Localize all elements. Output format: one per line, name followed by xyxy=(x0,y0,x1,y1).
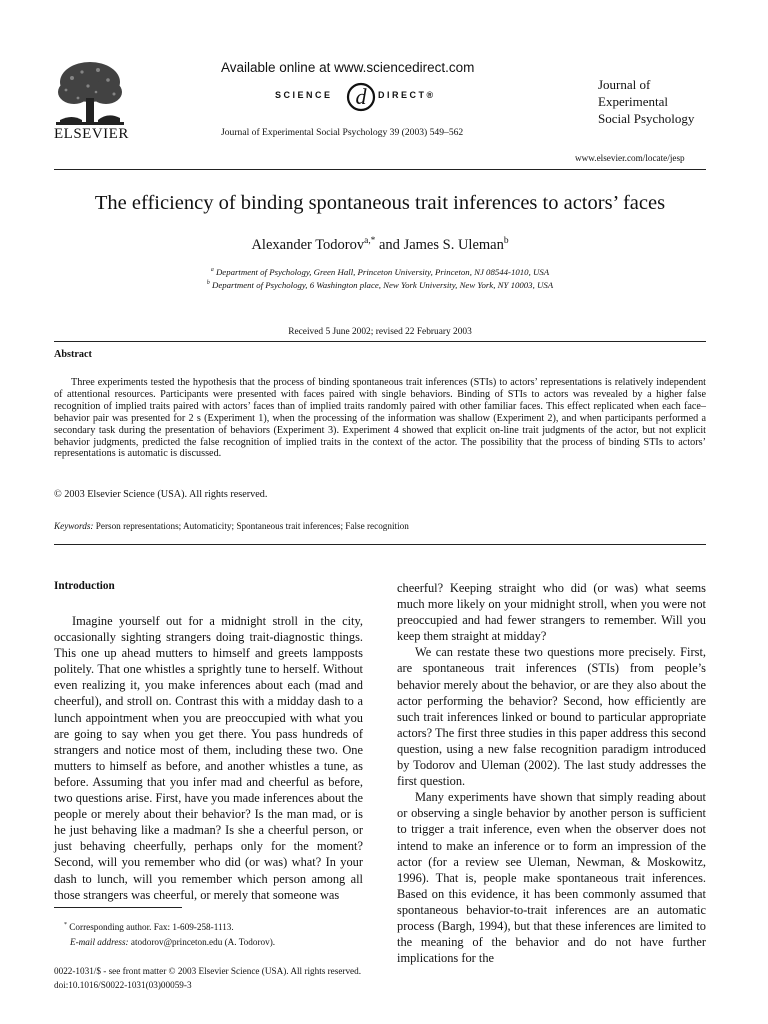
footnote-text: Corresponding author. Fax: 1-609-258-1113. xyxy=(69,922,234,933)
footnote-email xyxy=(70,937,275,947)
body-paragraph: We can restate these two questions more precisely. First, are spontaneous trait inferences (STIs) from people’s behavior merely about the behavior, or are they also about the actor performing the behavior? Second, how efficiently are such trait inferences linked or bound to particular appropriate actors? The first three studies in this paper address this second question, using a new false recognition paradigm introduced by Todorov and Uleman (2002). The last study addresses the first question. xyxy=(397,645,706,789)
journal-name-line: Experimental xyxy=(598,94,669,109)
journal-name xyxy=(598,76,728,127)
author-line xyxy=(54,236,706,254)
sciencedirect-logo-right: DIRECT® xyxy=(378,90,436,100)
author-affiliation-marker: b xyxy=(503,236,509,246)
affiliation-b xyxy=(54,280,706,290)
body-right-column xyxy=(397,580,706,966)
footnote-marker: * xyxy=(64,922,67,928)
email-address[interactable]: atodorov@princeton.edu (A. Todorov). xyxy=(130,937,276,947)
author-affiliation-marker: a,* xyxy=(364,236,376,246)
keywords-line xyxy=(54,521,409,531)
affiliation-marker: a xyxy=(210,267,214,274)
abstract-top-divider xyxy=(54,341,706,342)
abstract-copyright: © 2003 Elsevier Science (USA). All rights reserved. xyxy=(54,489,268,500)
email-label: E-mail address: xyxy=(70,937,129,947)
sciencedirect-logo-left: SCIENCE xyxy=(275,90,333,100)
author-conjunction: and xyxy=(375,236,404,253)
affiliation-marker: b xyxy=(206,280,210,287)
received-dates: Received 5 June 2002; revised 22 February 2003 xyxy=(288,327,472,337)
keywords-label: Keywords: xyxy=(54,521,94,531)
footnote-corresponding xyxy=(64,922,234,932)
abstract-heading: Abstract xyxy=(54,349,92,360)
author-name: James S. Uleman xyxy=(403,236,504,253)
issn-line: 0022-1031/$ - see front matter © 2003 Elsevier Science (USA). All rights reserved. xyxy=(54,966,362,976)
journal-url-link[interactable]: www.elsevier.com/locate/jesp xyxy=(575,153,685,163)
body-paragraph: cheerful? Keeping straight who did (or was) what seems much more likely on your midnight stroll, when you were not preoccupied and had fewer strangers to remember. Will you keep them straight at midday? xyxy=(397,581,706,644)
publisher-name: ELSEVIER xyxy=(54,126,129,142)
introduction-heading: Introduction xyxy=(54,580,115,592)
body-left-column xyxy=(54,613,363,903)
article-title: The efficiency of binding spontaneous trait inferences to actors’ faces xyxy=(94,192,666,214)
journal-name-line: Social Psychology xyxy=(598,111,695,126)
affiliation-a xyxy=(54,267,706,277)
affiliation-text: Department of Psychology, Green Hall, Princeton University, Princeton, NJ 08544-1010, USA xyxy=(215,267,550,277)
body-paragraph: Imagine yourself out for a midnight stroll in the city, occasionally sighting strangers doing trait-diagnostic things. This one up ahead mutters to himself and greets lampposts politely. That one whistles a sprightly tune to herself. Without even realizing it, you make inferences about each (mad and cheerful), and stroll on. Contrast this with a midday dash to a lunch appointment when you are preoccupied with what you are going to say when you get there. You pass hundreds of strangers and notice most of them, including these two. One mutters to himself as before, and another whistles a tune, as before. Assuming that you infer mad and cheerful as before, two questions arise. First, have you made inferences about the people or merely about their behavior? Is the man mad, or is he just behaving like a madman? Is she a cheerful person, or just behaving cheerfully, perhaps only for the moment? Second, will you remember who did (or was) what? In your dash to lunch, will you remember which person among all those strangers was cheerful, or merely that someone was xyxy=(54,614,363,902)
affiliation-text: Department of Psychology, 6 Washington place, New York University, New York, NY 10003, USA xyxy=(211,280,554,290)
footnote-divider xyxy=(54,907,182,908)
available-online-text: Available online at www.sciencedirect.com xyxy=(221,60,475,75)
doi-line[interactable]: doi:10.1016/S0022-1031(03)00059-3 xyxy=(54,980,192,990)
header-divider xyxy=(54,169,706,170)
author-name: Alexander Todorov xyxy=(251,236,365,253)
body-paragraph: Many experiments have shown that simply reading about or observing a single behavior by another person is sufficient to trigger a trait inference, even when the observer does not intend to make an inference or to form an impression of the actor (for a review see Uleman, Newman, & Moskowitz, 1996). That is, people make spontaneous trait inferences. Based on this evidence, it has been commonly assumed that spontaneous behavior-to-trait inferences are an automatic process (Bargh, 1994), but that these inferences are limited to the meaning of the behavior and do not have further implications for the xyxy=(397,790,706,966)
abstract-body: Three experiments tested the hypothesis that the process of binding spontaneous trait inferences (STIs) to actors’ representations is relatively independent of attentional resources. Participants were presented with faces paired with single behaviors. Binding of STIs to actors was revealed by a higher false recognition of implied traits paired with actors’ faces than of implied traits randomly paired with other familiar faces. This effect replicated when each face–behavior pair was presented for 2 s (Experiment 1), when the processing of the information was shallow (Experiment 2), and when participants performed a secondary task during the presentation of behaviors (Experiment 3). Experiment 4 showed that explicit on-line trait judgments of the actor, but not explicit behavior judgments, predicted the false recognition of implied traits in the context of the actor. The possibility that the process of binding STIs to actors’ representations is automatic is discussed. xyxy=(54,377,706,460)
journal-citation: Journal of Experimental Social Psychology 39 (2003) 549–562 xyxy=(221,127,464,138)
keywords-list: Person representations; Automaticity; Spontaneous trait inferences; False recognition xyxy=(95,521,409,531)
sciencedirect-d-icon xyxy=(342,80,380,114)
svg-text:d: d xyxy=(355,84,367,109)
abstract-bottom-divider xyxy=(54,544,706,545)
journal-name-line: Journal of xyxy=(598,77,651,92)
